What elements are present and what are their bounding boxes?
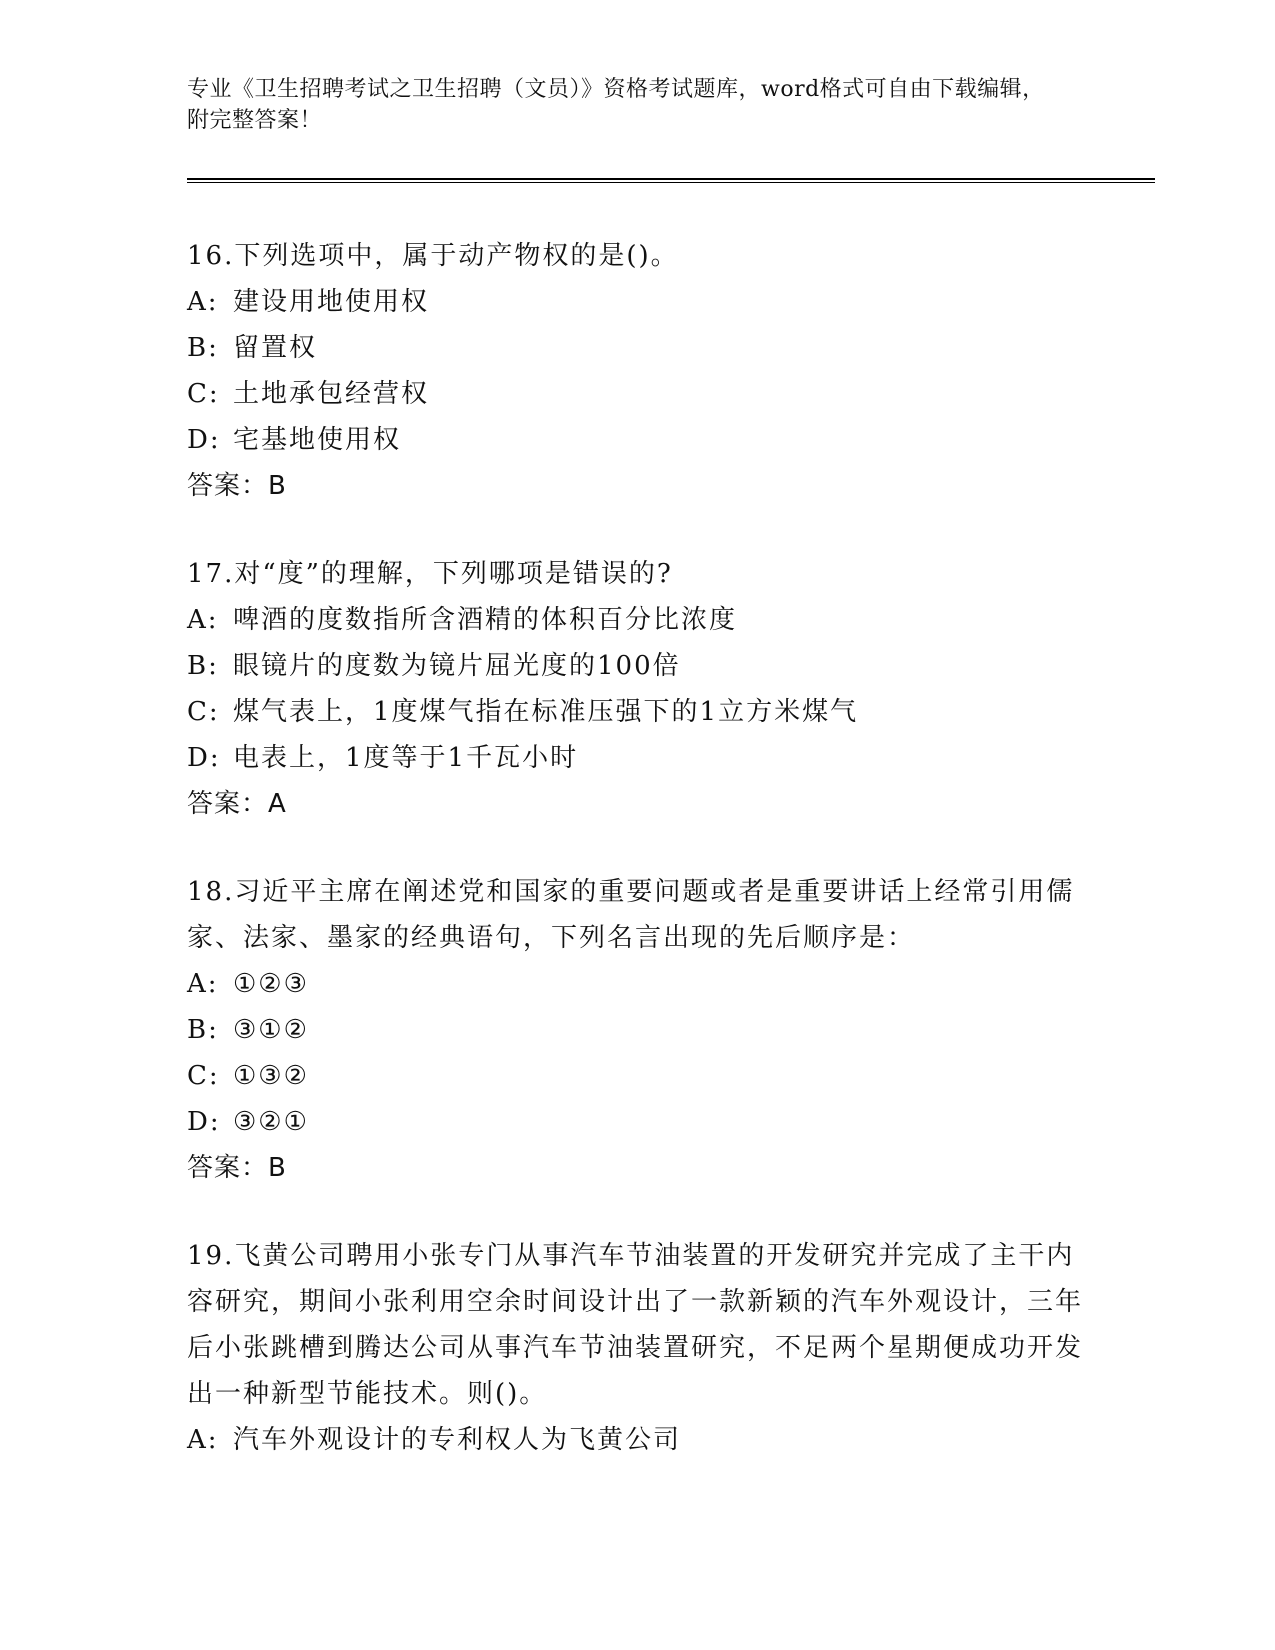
document-header: 专业《卫生招聘考试之卫生招聘（文员）》资格考试题库，word格式可自由下载编辑，附完整答案！: [187, 77, 1045, 133]
option-key: B:: [187, 651, 219, 681]
option-text: ①②③: [233, 969, 309, 999]
option-text: 眼镜片的度数为镜片屈光度的100倍: [233, 651, 681, 681]
option-key: C:: [187, 379, 220, 409]
question-stem: 16.下列选项中，属于动产物权的是()。: [187, 241, 679, 271]
answer-line: 答案：A: [187, 789, 287, 819]
option-d: [187, 735, 1087, 781]
option-a: [187, 279, 1087, 325]
option-key: B:: [187, 333, 219, 363]
option-text: ①③②: [233, 1061, 309, 1091]
option-d: [187, 1099, 1087, 1145]
option-text: 电表上，1度等于1千瓦小时: [233, 743, 579, 773]
option-text: 啤酒的度数指所含酒精的体积百分比浓度: [233, 605, 738, 635]
option-c: [187, 689, 1087, 735]
option-key: A:: [187, 287, 219, 317]
option-c: [187, 371, 1087, 417]
question-19: [187, 1233, 1087, 1463]
option-text: 宅基地使用权: [233, 425, 402, 455]
option-key: B:: [187, 1015, 219, 1045]
question-17: [187, 551, 1087, 827]
option-b: [187, 1007, 1087, 1053]
option-key: D:: [187, 425, 221, 455]
option-a: [187, 597, 1087, 643]
question-stem: 19.飞黄公司聘用小张专门从事汽车节油装置的开发研究并完成了主干内容研究，期间小张利用空余时间设计出了一款新颖的汽车外观设计，三年后小张跳槽到腾达公司从事汽车节油装置研究，不足两个星期便成功开发出一种新型节能技术。则()。: [187, 1241, 1084, 1409]
option-text: 建设用地使用权: [233, 287, 430, 317]
option-text: 煤气表上，1度煤气指在标准压强下的1立方米煤气: [233, 697, 859, 727]
question-list: [187, 233, 1087, 1505]
option-key: D:: [187, 1107, 221, 1137]
option-key: A:: [187, 605, 219, 635]
option-text: ③②①: [233, 1107, 309, 1137]
answer-line: 答案：B: [187, 1153, 287, 1183]
option-key: C:: [187, 697, 220, 727]
question-stem: 17.对“度”的理解，下列哪项是错误的?: [187, 559, 673, 589]
question-16: [187, 233, 1087, 509]
option-key: A:: [187, 969, 219, 999]
option-c: [187, 1053, 1087, 1099]
question-stem: 18.习近平主席在阐述党和国家的重要问题或者是重要讲话上经常引用儒家、法家、墨家的经典语句，下列名言出现的先后顺序是：: [187, 877, 1075, 953]
option-a: [187, 961, 1087, 1007]
option-a: [187, 1417, 1087, 1463]
option-d: [187, 417, 1087, 463]
header-divider: [187, 178, 1155, 183]
option-key: A:: [187, 1425, 219, 1455]
option-key: C:: [187, 1061, 220, 1091]
option-text: 汽车外观设计的专利权人为飞黄公司: [233, 1425, 682, 1455]
question-18: [187, 869, 1087, 1191]
answer-line: 答案：B: [187, 471, 287, 501]
option-b: [187, 643, 1087, 689]
option-text: 留置权: [233, 333, 318, 363]
option-key: D:: [187, 743, 221, 773]
option-text: ③①②: [233, 1015, 309, 1045]
option-b: [187, 325, 1087, 371]
option-text: 土地承包经营权: [233, 379, 430, 409]
